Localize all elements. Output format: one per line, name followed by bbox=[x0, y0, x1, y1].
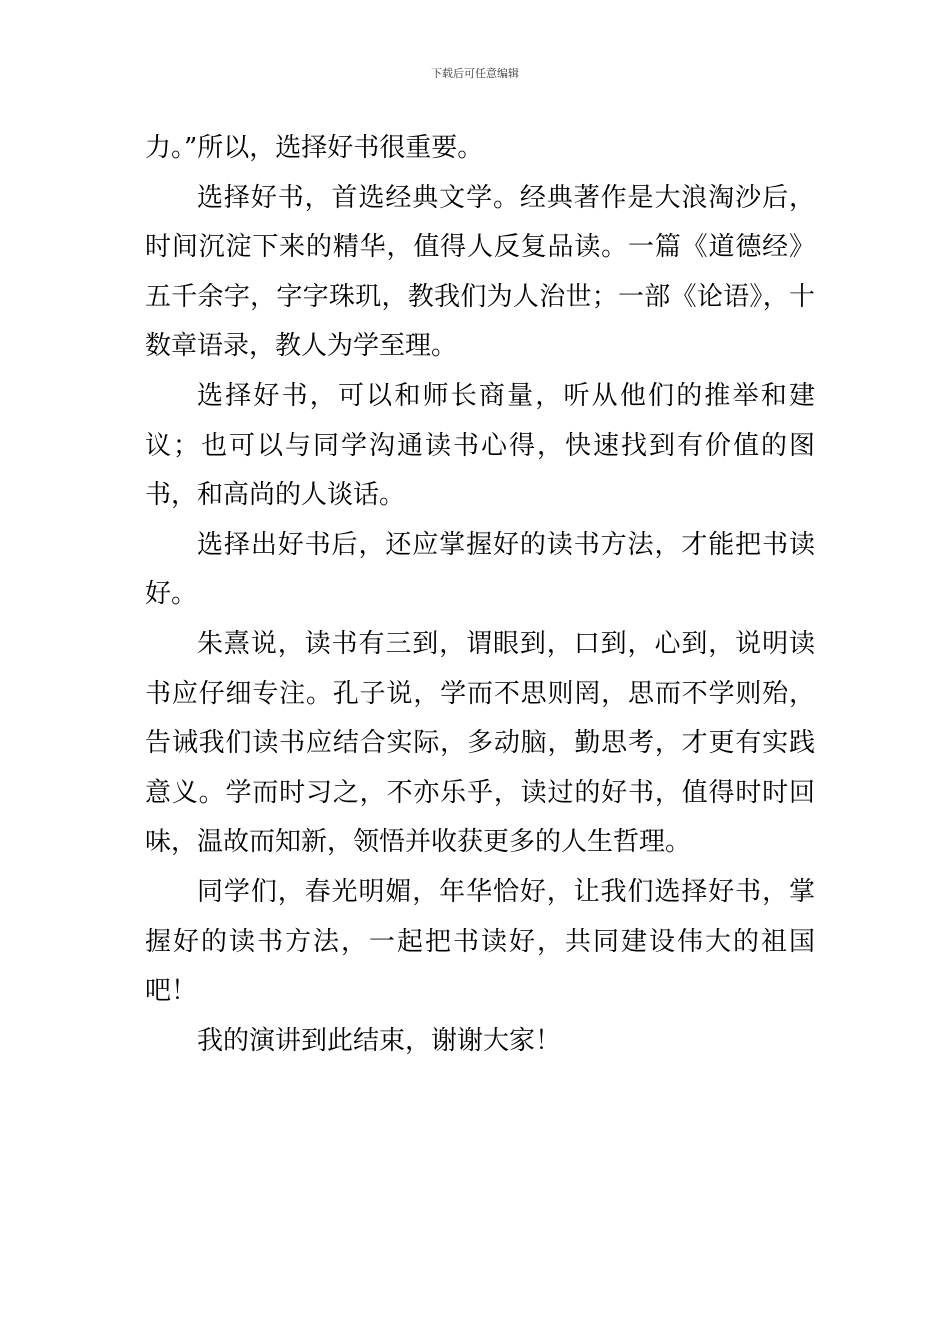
paragraph-method: 选择出好书后，还应掌握好的读书方法，才能把书读好。 bbox=[145, 529, 815, 610]
paragraph-closing: 我的演讲到此结束，谢谢大家！ bbox=[197, 1025, 562, 1056]
paragraph-advice: 选择好书，可以和师长商量，听从他们的推举和建议；也可以与同学沟通读书心得，快速找到有价值的图书，和高尚的人谈话。 bbox=[145, 380, 815, 511]
paragraph-continuation: 力。”所以，选择好书很重要。 bbox=[145, 133, 484, 163]
paragraph-call-to-action: 同学们，春光明媚，年华恰好，让我们选择好书，掌握好的读书方法，一起把书读好，共同建设伟大的祖国吧！ bbox=[145, 876, 815, 1007]
document-body bbox=[145, 124, 815, 1066]
paragraph-quotes: 朱熹说，读书有三到，谓眼到，口到，心到，说明读书应仔细专注。孔子说，学而不思则罔，思而不学则殆，告诫我们读书应结合实际，多动脑，勤思考，才更有实践意义。学而时习之，不亦乐乎，读过的好书，值得时时回味，温故而知新，领悟并收获更多的人生哲理。 bbox=[145, 628, 815, 858]
paragraph-classics: 选择好书，首选经典文学。经典著作是大浪淘沙后，时间沉淀下来的精华，值得人反复品读。一篇《道德经》五千余字，字字珠玑，教我们为人治世；一部《论语》，十数章语录，教人为学至理。 bbox=[145, 182, 815, 362]
page-header: 下载后可任意编辑 bbox=[431, 67, 519, 80]
